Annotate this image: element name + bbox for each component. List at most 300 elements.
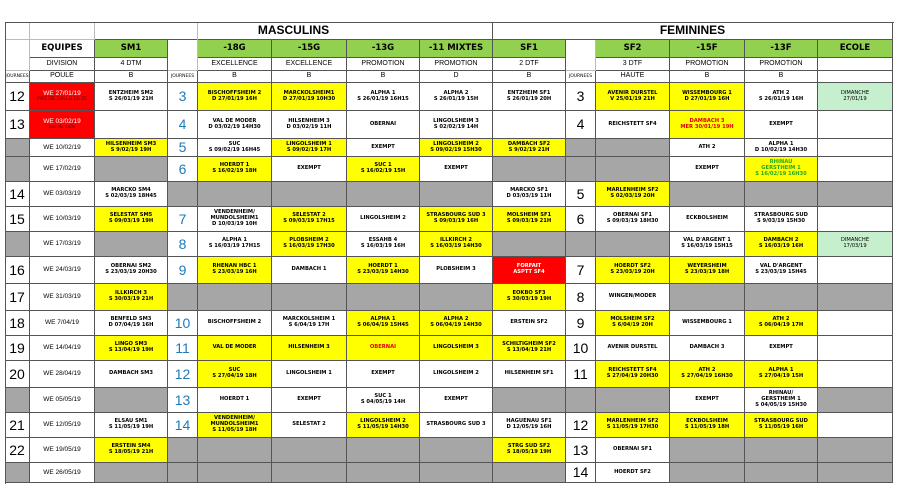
weekend-date — [30, 182, 95, 207]
cell-text-line: AVENIR DURSTEL — [607, 344, 658, 351]
empty-cell — [420, 463, 493, 483]
cell-text-line: WE 10/02/19 — [43, 143, 81, 151]
cell-text-line: JOURNEES — [170, 73, 195, 79]
cell-text-line: ERSTEIN SM4 — [111, 443, 151, 450]
match-cell — [420, 207, 493, 232]
cell-text-line: DIVISION — [46, 59, 78, 67]
match-cell — [745, 388, 818, 413]
cell-text-line: WE 14/04/19 — [43, 344, 81, 352]
match-cell — [745, 361, 818, 388]
cell-text-line: OBERNAI — [369, 120, 397, 127]
cell-text-line: S 09/03/19 21H — [506, 218, 552, 224]
section-feminines — [493, 22, 893, 40]
cell-text-line: MARLENHEIM SF2 — [606, 418, 659, 425]
cell-text-line: S 23/03/19 14H30 — [357, 269, 409, 275]
corner-cell — [566, 40, 596, 71]
cell-text-line: JOURNEES — [5, 73, 29, 79]
cell-text-line: SUC — [228, 140, 241, 147]
match-cell — [198, 207, 272, 232]
cell-text-line: D — [453, 72, 459, 80]
empty-cell — [596, 157, 670, 182]
journee-number — [5, 157, 30, 182]
cell-text-line: S 09/03/19 16H — [433, 218, 479, 224]
corner-cell — [5, 40, 30, 71]
cell-text-line: 15 — [9, 210, 25, 227]
cell-text-line: S 13/04/19 21H — [506, 347, 552, 353]
cell-text-line: -13G — [371, 42, 395, 53]
cell-text-line: HILSENHEIM SF1 — [504, 370, 554, 377]
cell-text-line: S 9/02/19 19H — [110, 146, 152, 153]
cell-text-line: ATH 2 — [772, 89, 790, 96]
cell-text-line: ESSAHB 4 — [368, 237, 398, 244]
match-cell — [596, 111, 670, 139]
match-cell — [95, 284, 168, 311]
match-cell — [347, 336, 420, 361]
match-cell — [493, 361, 566, 388]
cell-text-line: 9 — [178, 261, 187, 278]
journee-number — [5, 257, 30, 284]
cell-text-line: MARLENHEIM SF2 — [606, 187, 659, 194]
match-cell — [670, 413, 745, 438]
match-cell — [670, 361, 745, 388]
cell-text-line: 4 DTM — [120, 59, 142, 67]
journee-number — [168, 182, 198, 207]
match-cell — [95, 139, 168, 157]
journee-number — [566, 336, 596, 361]
cell-text-line: PROMOTION — [759, 59, 803, 67]
match-cell — [272, 413, 347, 438]
cell-text-line: FORFAIT — [516, 263, 542, 270]
division-cell — [670, 58, 745, 71]
cell-text-line: D 03/02/19 14H30 — [208, 123, 261, 130]
match-cell — [818, 83, 893, 111]
empty-cell — [95, 232, 168, 257]
weekend-date — [30, 207, 95, 232]
cell-text-line: 8 — [178, 235, 187, 252]
cell-text-line: ALPHA 1 — [222, 237, 247, 244]
empty-cell — [745, 438, 818, 463]
division-cell — [420, 58, 493, 71]
cell-text-line: MER 30/01/19 19H — [680, 123, 734, 130]
cell-text-line: STRASBOURG SUD 3 — [426, 212, 486, 219]
cell-text-line: WE 19/05/19 — [43, 446, 81, 454]
journee-number — [5, 438, 30, 463]
match-cell — [596, 438, 670, 463]
poule-cell — [198, 71, 272, 83]
poule-cell — [347, 71, 420, 83]
cell-text-line: B — [526, 72, 532, 80]
empty-cell — [272, 182, 347, 207]
weekend-date — [30, 257, 95, 284]
journee-number — [168, 207, 198, 232]
match-cell — [95, 361, 168, 388]
cell-text-line: S 02/03/19 20H — [610, 193, 655, 199]
cell-text-line: D 27/01/19 16H — [212, 95, 257, 102]
journee-number — [168, 438, 198, 463]
match-cell — [95, 311, 168, 336]
journee-number — [168, 157, 198, 182]
cell-text-line: STRASBOURG SUD 3 — [426, 421, 486, 428]
match-cell — [198, 413, 272, 438]
cell-text-line: S 23/03/19 18H — [684, 269, 730, 275]
empty-cell — [95, 388, 168, 413]
cell-text-line: S 11/05/19 14H30 — [357, 424, 409, 430]
cell-text-line: VAL DE MODER — [212, 344, 257, 351]
poule-cell — [596, 71, 670, 83]
division-cell — [493, 58, 566, 71]
cell-text-line: 7 — [576, 261, 585, 278]
match-cell — [95, 336, 168, 361]
cell-text-line: 12 — [174, 365, 191, 382]
cell-text-line: S 23/03/19 20H — [610, 269, 655, 275]
cell-text-line: LINGOLSHEIM 1 — [286, 140, 332, 147]
cell-text-line: DIMANCHE — [840, 237, 870, 244]
cell-text-line: B — [128, 72, 134, 80]
cell-text-line: WISSEMBOURG 1 — [682, 319, 732, 326]
poule-cell — [493, 71, 566, 83]
match-cell — [420, 139, 493, 157]
journee-number — [5, 361, 30, 388]
poule-cell — [95, 71, 168, 83]
cell-text-line: S 26/01/19 16H15 — [357, 95, 409, 102]
journee-number — [5, 336, 30, 361]
match-cell — [818, 232, 893, 257]
cell-text-line: OBERNAI SM2 — [110, 263, 152, 270]
empty-cell — [818, 413, 893, 438]
empty-cell — [745, 284, 818, 311]
division-cell — [745, 58, 818, 71]
empty-cell — [347, 182, 420, 207]
cell-text-line: MOLSHEIM SF2 — [610, 316, 655, 323]
match-cell — [420, 311, 493, 336]
team-header — [596, 40, 670, 58]
cell-text-line: S 04/05/19 15H30 — [755, 401, 807, 408]
cell-text-line: S 26/01/19 21H — [108, 95, 154, 102]
match-cell — [272, 83, 347, 111]
team-header — [198, 40, 272, 58]
cell-text-line: EOKBO SF3 — [512, 290, 546, 297]
match-cell — [493, 413, 566, 438]
cell-text-line: EXCELLENCE — [211, 59, 258, 67]
cell-text-line: D 03/03/19 11H — [506, 193, 552, 199]
cell-text-line: MARCKO SF1 — [510, 187, 548, 194]
empty-cell — [493, 232, 566, 257]
empty-cell — [420, 182, 493, 207]
cell-text-line: ALPHA 1 — [370, 316, 396, 323]
cell-text-line: -15F — [696, 42, 718, 53]
cell-text-line: HOERDT SF2 — [614, 468, 651, 475]
match-cell — [670, 311, 745, 336]
match-cell — [347, 139, 420, 157]
cell-text-line: -13F — [770, 42, 792, 53]
match-cell — [670, 257, 745, 284]
match-cell — [596, 182, 670, 207]
match-cell — [493, 207, 566, 232]
cell-text-line: VENDENHEIM/ — [214, 415, 255, 422]
cell-text-line: JOURNEES — [568, 73, 593, 79]
match-cell — [670, 232, 745, 257]
match-cell — [493, 336, 566, 361]
journee-number — [5, 182, 30, 207]
cell-text-line: 14 — [9, 185, 25, 202]
cell-text-line: 4 — [576, 116, 585, 133]
journee-number — [168, 232, 198, 257]
poule-cell — [272, 71, 347, 83]
match-cell — [272, 111, 347, 139]
match-cell — [272, 139, 347, 157]
cell-text-line: B — [380, 72, 386, 80]
team-header — [272, 40, 347, 58]
empty-cell — [670, 463, 745, 483]
match-cell — [347, 388, 420, 413]
match-cell — [198, 336, 272, 361]
journee-number — [5, 463, 30, 483]
weekend-date — [30, 336, 95, 361]
team-header — [818, 40, 893, 58]
match-cell — [670, 336, 745, 361]
empty-cell — [596, 388, 670, 413]
match-cell — [745, 207, 818, 232]
cell-text-line: FEMININES — [659, 22, 726, 37]
cell-text-line: S 6/04/19 20H — [612, 322, 653, 328]
journee-number — [5, 311, 30, 336]
weekend-date — [30, 388, 95, 413]
cell-text-line: REICHSTETT SF4 — [608, 367, 657, 374]
match-cell — [420, 361, 493, 388]
match-cell — [198, 388, 272, 413]
team-header — [745, 40, 818, 58]
cell-text-line: EXEMPT — [297, 396, 321, 403]
empty-cell — [596, 139, 670, 157]
match-cell — [95, 413, 168, 438]
corner-cell — [168, 22, 198, 71]
cell-text-line: OBERNAI SF1 — [613, 212, 652, 219]
cell-text-line: S 16/03/19 14H30 — [430, 243, 482, 249]
cell-text-line: D 27/01/19 10H30 — [282, 95, 336, 102]
cell-text-line: WE 24/03/19 — [43, 266, 81, 274]
cell-text-line: WE 26/05/19 — [43, 468, 81, 476]
journee-number — [566, 311, 596, 336]
team-header — [95, 40, 168, 58]
cell-text-line: S 13/04/19 19H — [108, 347, 154, 353]
journee-number — [566, 83, 596, 111]
cell-text-line: 5 — [178, 139, 187, 156]
cell-text-line: LINGOLSHEIM 2 — [433, 140, 479, 147]
cell-text-line: B — [704, 72, 710, 80]
cell-text-line: 3 — [576, 88, 585, 105]
weekend-date — [30, 83, 95, 111]
cell-text-line: ILLKIRCH 3 — [114, 290, 148, 297]
empty-cell — [670, 438, 745, 463]
journee-number — [168, 257, 198, 284]
cell-text-line: S 11/05/19 17H30 — [606, 424, 659, 430]
empty-cell — [818, 388, 893, 413]
empty-cell — [347, 438, 420, 463]
cell-text-line: S 27/04/19 20H30 — [606, 373, 659, 379]
empty-cell — [95, 463, 168, 483]
journee-number — [168, 463, 198, 483]
section-masculins — [95, 22, 493, 40]
cell-text-line: pas de salle — [48, 124, 76, 131]
cell-text-line: MUNDOLSHEIM1 — [210, 421, 259, 428]
match-cell — [95, 438, 168, 463]
journee-number — [168, 139, 198, 157]
cell-text-line: SF1 — [520, 42, 538, 53]
cell-text-line: -15G — [297, 42, 321, 53]
cell-text-line: 11 — [573, 365, 588, 382]
division-cell — [198, 58, 272, 71]
cell-text-line: D 10/03/19 10H — [212, 220, 257, 227]
cell-text-line: 6 — [178, 160, 187, 177]
cell-text-line: D 10/02/19 14H30 — [754, 146, 808, 153]
poule-cell — [670, 71, 745, 83]
empty-cell — [818, 311, 893, 336]
cell-text-line: ECOLE — [839, 42, 871, 53]
division-cell — [818, 58, 893, 71]
empty-cell — [670, 284, 745, 311]
cell-text-line: S 09/02/19 16H45 — [208, 146, 261, 153]
cell-text-line: ALPHA 2 — [443, 89, 469, 96]
match-cell — [272, 336, 347, 361]
match-cell — [347, 413, 420, 438]
cell-text-line: S 06/04/19 17H — [758, 322, 804, 328]
cell-text-line: 21 — [9, 416, 25, 433]
empty-cell — [198, 438, 272, 463]
cell-text-line: DAMBACH 3 — [689, 117, 725, 124]
match-cell — [347, 207, 420, 232]
empty-cell — [818, 182, 893, 207]
empty-cell — [818, 361, 893, 388]
cell-text-line: ECKBOLSHEIM — [686, 215, 728, 222]
cell-text-line: MARCKO SM4 — [111, 187, 151, 194]
match-cell — [745, 311, 818, 336]
cell-text-line: OBERNAI SF1 — [613, 446, 652, 453]
cell-text-line: ENTZHEIM SF1 — [507, 89, 551, 96]
cell-text-line: PROMOTION — [434, 59, 478, 67]
cell-text-line: DAMBACH SM3 — [109, 370, 153, 377]
journee-number — [5, 207, 30, 232]
cell-text-line: 27/01/19 — [843, 95, 867, 102]
match-cell — [670, 83, 745, 111]
cell-text-line: HAGUENAU SF1 — [506, 418, 552, 425]
match-cell — [198, 157, 272, 182]
cell-text-line: 14 — [572, 464, 589, 481]
cell-text-line: 6 — [576, 210, 585, 227]
cell-text-line: ALPHA 1 — [768, 140, 794, 147]
match-cell — [493, 438, 566, 463]
cell-text-line: S 09/03/19 17H15 — [283, 218, 335, 224]
match-cell — [95, 182, 168, 207]
cell-text-line: ATH 2 — [698, 143, 716, 150]
cell-text-line: WE 10/03/19 — [43, 215, 81, 223]
cell-text-line: D 07/04/19 16H — [108, 322, 154, 328]
cell-text-line: ECKBOLSHEIM — [686, 418, 728, 425]
label-equipes — [30, 40, 95, 58]
weekend-date — [30, 157, 95, 182]
cell-text-line: VAL D'ARGENT 1 — [683, 237, 731, 244]
cell-text-line: LINGOLSHEIM 2 — [433, 370, 479, 377]
cell-text-line: SM1 — [120, 42, 142, 53]
cell-text-line: BENFELD SM3 — [110, 316, 152, 323]
cell-text-line: MARCKOLSHEIM 1 — [282, 316, 336, 323]
match-cell — [596, 413, 670, 438]
journee-number — [566, 361, 596, 388]
cell-text-line: STRASBOURG SUD — [754, 418, 808, 425]
cell-text-line: EXEMPT — [297, 165, 321, 172]
cell-text-line: S 26/01/19 20H — [506, 95, 552, 102]
cell-text-line: AVENIR DURSTEL — [607, 89, 658, 96]
corner-cell — [30, 22, 95, 40]
cell-text-line: EXEMPT — [695, 396, 719, 403]
cell-text-line: S 02/02/19 14H — [433, 123, 479, 130]
cell-text-line: RHENAN HBC 1 — [212, 263, 257, 270]
weekend-date — [30, 232, 95, 257]
cell-text-line: S 16/02/19 15H — [360, 168, 406, 174]
journee-number — [168, 311, 198, 336]
cell-text-line: S 11/05/19 18H — [212, 426, 257, 433]
cell-text-line: S 30/03/19 19H — [506, 296, 552, 302]
journee-number — [566, 463, 596, 483]
team-header — [420, 40, 493, 58]
match-cell — [198, 257, 272, 284]
cell-text-line: S 06/04/19 14H30 — [430, 322, 482, 328]
cell-text-line: ALPHA 1 — [768, 367, 794, 374]
empty-cell — [745, 182, 818, 207]
division-cell — [596, 58, 670, 71]
match-cell — [347, 361, 420, 388]
empty-cell — [818, 438, 893, 463]
journee-number — [168, 111, 198, 139]
cell-text-line: S 16/03/19 15H15 — [681, 243, 733, 249]
cell-text-line: VENDENHEIM/ — [214, 209, 255, 216]
poule-cell — [745, 71, 818, 83]
cell-text-line: HOERDT 1 — [368, 263, 398, 270]
match-cell — [745, 232, 818, 257]
cell-text-line: SUC — [228, 367, 241, 374]
cell-text-line: WE 03/02/19 — [43, 117, 81, 125]
cell-text-line: S 9/03/19 15H30 — [757, 218, 805, 224]
cell-text-line: LINGO SM3 — [114, 341, 148, 348]
cell-text-line: S 27/04/19 18H — [212, 373, 257, 379]
cell-text-line: EXEMPT — [769, 344, 793, 351]
cell-text-line: ATH 2 — [698, 367, 716, 374]
cell-text-line: STRG SUD SF2 — [507, 443, 551, 450]
cell-text-line: 17 — [9, 288, 25, 305]
journee-number — [168, 284, 198, 311]
cell-text-line: -18G — [223, 42, 246, 53]
cell-text-line: SELESTAT SM5 — [109, 212, 153, 219]
empty-cell — [493, 463, 566, 483]
cell-text-line: SF2 — [623, 42, 642, 53]
empty-cell — [272, 284, 347, 311]
empty-cell — [818, 139, 893, 157]
cell-text-line: 13 — [174, 391, 191, 408]
journee-number — [168, 83, 198, 111]
cell-text-line: S 23/03/19 16H — [212, 269, 257, 275]
cell-text-line: HOERDT 1 — [219, 396, 250, 403]
journee-number — [566, 232, 596, 257]
cell-text-line: REICHSTETT SF4 — [608, 120, 657, 127]
match-cell — [420, 232, 493, 257]
cell-text-line: BISCHOFFSHEIM 2 — [207, 319, 262, 326]
empty-cell — [596, 232, 670, 257]
cell-text-line: LINGOLSHEIM 2 — [360, 418, 406, 425]
match-cell — [596, 257, 670, 284]
cell-text-line: EXEMPT — [371, 370, 395, 377]
match-cell — [95, 257, 168, 284]
division-cell — [347, 58, 420, 71]
cell-text-line: PAS DE SALLE LE 26 — [37, 96, 87, 103]
